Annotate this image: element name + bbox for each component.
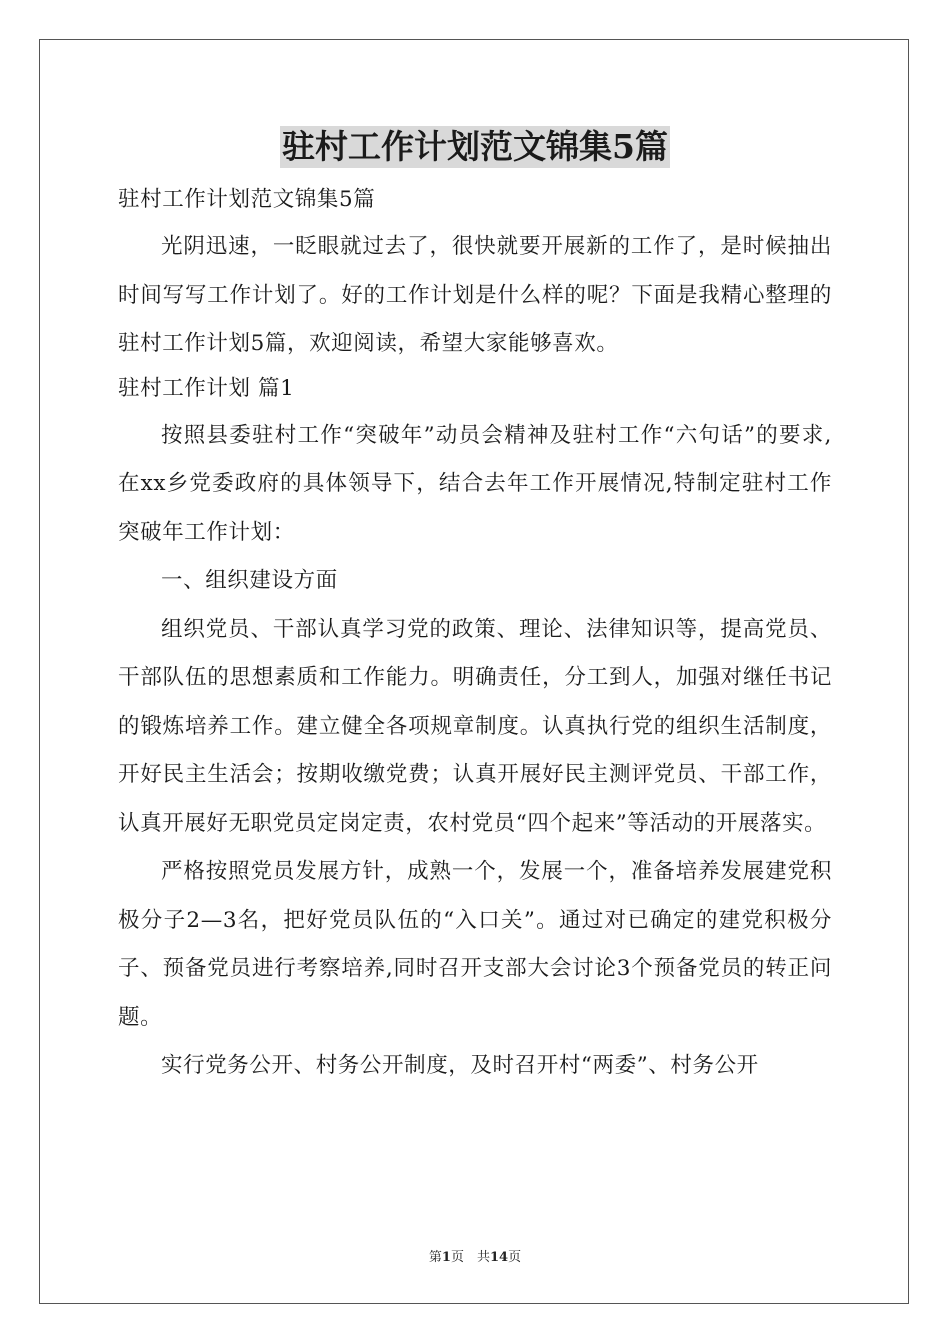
document-title: 驻村工作计划范文锦集5篇 xyxy=(282,127,668,166)
body-paragraph: 实行党务公开、村务公开制度，及时召开村“两委”、村务公开 xyxy=(161,1053,759,1078)
page-prefix: 第 xyxy=(428,1250,442,1265)
body-paragraph: 按照县委驻村工作“突破年”动员会精神及驻村工作“六句话”的要求,在xx乡党委政府的具体领导下，结合去年工作开展情况,特制定驻村工作突破年工作计划： xyxy=(118,422,832,545)
page-suffix: 页 xyxy=(508,1250,522,1265)
page-total: 14 xyxy=(489,1250,509,1265)
page-footer xyxy=(0,1246,950,1265)
intro-paragraph: 光阴迅速，一眨眼就过去了，很快就要开展新的工作了，是时候抽出时间写写工作计划了。好的工作计划是什么样的呢？下面是我精心整理的驻村工作计划5篇，欢迎阅读，希望大家能够喜欢。 xyxy=(118,234,832,356)
subtitle-line: 驻村工作计划范文锦集5篇 xyxy=(118,187,376,212)
page-mid: 页 共 xyxy=(450,1250,490,1265)
body-paragraph: 组织党员、干部认真学习党的政策、理论、法律知识等，提高党员、干部队伍的思想素质和工作能力。明确责任，分工到人，加强对继任书记的锻炼培养工作。建立健全各项规章制度。认真执行党的组织生活制度，开好民主生活会；按期收缴党费；认真开展好民主测评党员、干部工作，认真开展好无职党员定岗定责，农村党员“四个起来”等活动的开展落实。 xyxy=(118,616,832,836)
section-heading-1: 驻村工作计划 篇1 xyxy=(118,375,295,401)
page-current: 1 xyxy=(441,1250,451,1265)
title-area xyxy=(0,126,950,168)
document-body xyxy=(118,180,832,1091)
subheading-organization: 一、组织建设方面 xyxy=(161,568,338,593)
body-paragraph: 严格按照党员发展方针，成熟一个，发展一个，准备培养发展建党积极分子2—3名，把好党员队伍的“入口关”。通过对已确定的建党积极分子、预备党员进行考察培养,同时召开支部大会讨论3个预备党员的转正问题。 xyxy=(118,859,832,1030)
